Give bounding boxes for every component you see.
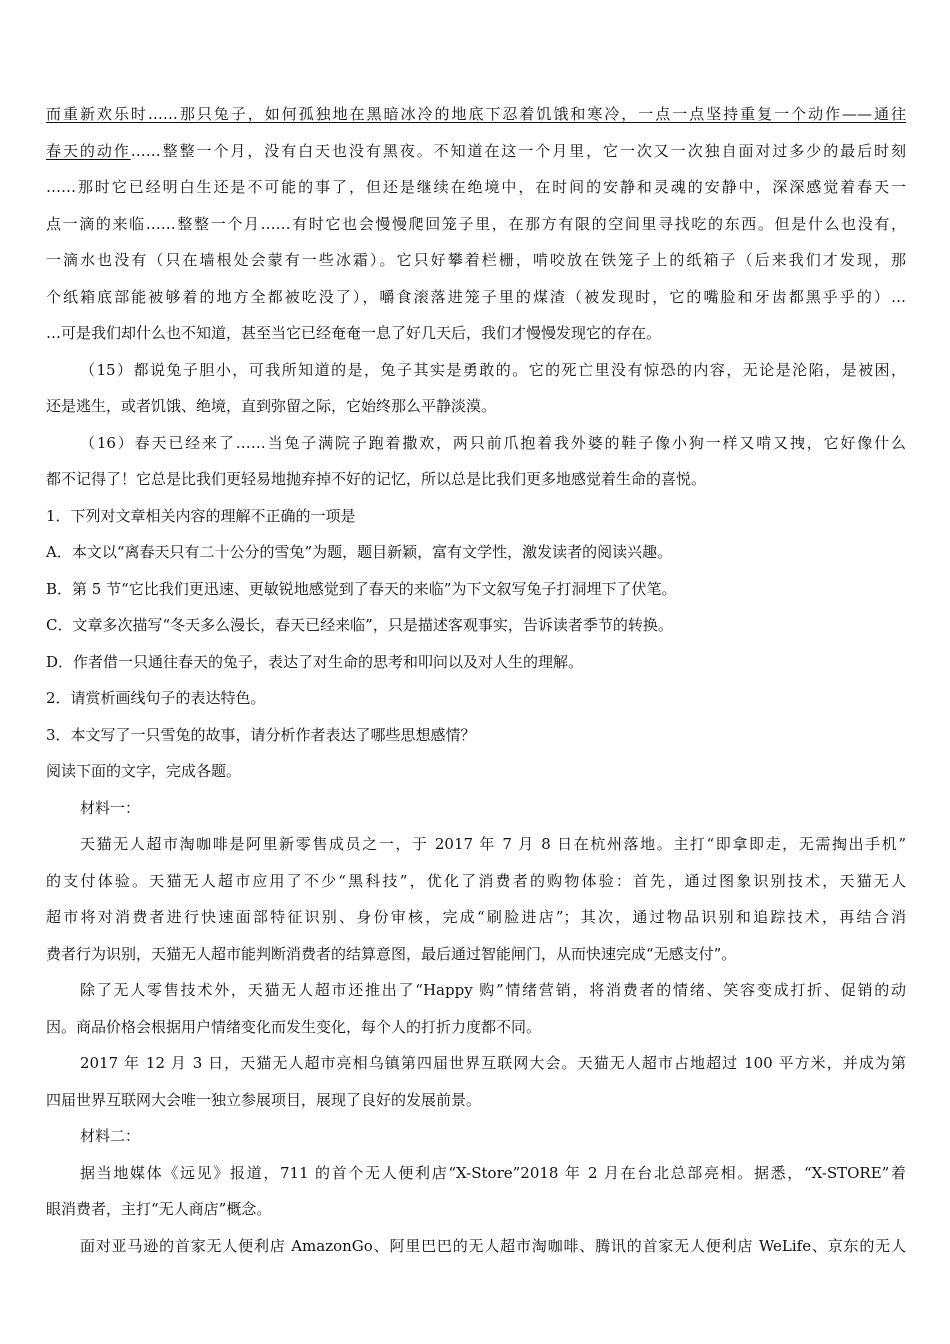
material-1-line: 除了无人零售技术外，天猫无人超市还推出了“Happy 购”情绪营销，将消费者的情绪、笑容变成打折、促销的动 xyxy=(80,981,906,999)
document-page xyxy=(46,96,906,1264)
material-1-line: 因。商品价格会根据用户情绪变化而发生变化，每个人的打折力度都不同。 xyxy=(46,1017,542,1036)
material-1-line: 2017 年 12 月 3 日，天猫无人超市亮相乌镇第四届世界互联网大会。天猫无人超市占地超过 100 平方米，并成为第 xyxy=(80,1054,906,1072)
paragraph-16-line: （16）春天已经来了……当兔子满院子跑着撒欢，两只前爪抱着我外婆的鞋子像小狗一样又啃又拽，它好像什么 xyxy=(80,433,906,452)
material-1-line: 费者行为识别，天猫无人超市能判断消费者的结算意图，最后通过智能闸门，从而快速完成“无感支付”。 xyxy=(46,944,737,963)
material-1-line: 四届世界互联网大会唯一独立参展项目，展现了良好的发展前景。 xyxy=(46,1090,482,1109)
passage-line: 个纸箱底部能被够着的地方全都被吃没了），嚼食滚落进笼子里的煤渣（被发现时，它的嘴脸和牙齿都黑乎乎的）… xyxy=(46,287,906,306)
question-1: 1．下列对文章相关内容的理解不正确的一项是 xyxy=(46,506,356,525)
paragraph-15-line: 还是逃生，或者饥饿、绝境，直到弥留之际，它始终那么平静淡漠。 xyxy=(46,397,497,415)
passage-line: …可是我们却什么也不知道，甚至当它已经奄奄一息了好几天后，我们才慢慢发现它的存在。 xyxy=(46,324,662,342)
material-2-title: 材料二： xyxy=(80,1127,141,1145)
question-2: 2．请赏析画线句子的表达特色。 xyxy=(46,689,266,707)
material-2-line: 面对亚马逊的首家无人便利店 AmazonGo、阿里巴巴的无人超市淘咖啡、腾讯的首家无人便利店 WeLife、京东的无人 xyxy=(80,1236,906,1255)
underlined-sentence: 而重新欢乐时……那只兔子，如何孤独地在黑暗冰冷的地底下忍着饥饿和寒冷，一点一点坚持重复一个动作——通往 xyxy=(46,105,906,123)
option-d: D．作者借一只通往春天的兔子，表达了对生命的思考和叩问以及对人生的理解。 xyxy=(46,652,584,671)
passage-text: ……整整一个月，没有白天也没有黑夜。不知道在这一个月里，它一次又一次独自面对过多少的最后时刻 xyxy=(130,141,906,160)
material-2-line: 据当地媒体《远见》报道，711 的首个无人便利店“X-Store”2018 年 2 月在台北总部亮相。据悉，“X-STORE”着 xyxy=(80,1163,906,1182)
question-3: 3．本文写了一只雪兔的故事，请分析作者表达了哪些思想感情？ xyxy=(46,725,476,744)
underlined-sentence-end: 春天的动作 xyxy=(46,141,131,160)
material-1-line: 超市将对消费者进行快速面部特征识别、身份审核，完成“刷脸进店”；其次，通过物品识别和追踪技术，再结合消 xyxy=(46,908,906,926)
option-c: C．文章多次描写“冬天多么漫长，春天已经来临”，只是描述客观事实，告诉读者季节的转换。 xyxy=(46,616,673,634)
material-2-line: 眼消费者，主打“无人商店”概念。 xyxy=(46,1200,272,1218)
passage-line: ……那时它已经明白生还是不可能的事了，但还是继续在绝境中，在时间的安静和灵魂的安静中，深深感觉着春天一 xyxy=(46,178,906,196)
paragraph-16-line: 都不记得了！它总是比我们更轻易地抛弃掉不好的记忆，所以总是比我们更多地感觉着生命的喜悦。 xyxy=(46,470,707,488)
passage-line: 点一滴的来临……整整一个月……有时它也会慢慢爬回笼子里，在那方有限的空间里寻找吃的东西。但是什么也没有， xyxy=(46,214,906,233)
material-1-line: 的支付体验。天猫无人超市应用了不少“黑科技”，优化了消费者的购物体验：首先，通过图象识别技术，天猫无人 xyxy=(46,871,906,890)
passage-line: 一滴水也没有（只在墙根处会蒙有一些冰霜）。它只好攀着栏栅，啃咬放在铁笼子上的纸箱子（后来我们才发现，那 xyxy=(46,251,906,269)
passage-line xyxy=(46,96,906,133)
option-b: B．第 5 节“它比我们更迅速、更敏锐地感觉到了春天的来临”为下文叙写兔子打洞埋下了伏笔。 xyxy=(46,579,677,598)
option-a: A．本文以“离春天只有二十公分的雪兔”为题，题目新颖，富有文学性，激发读者的阅读兴趣。 xyxy=(46,543,673,561)
passage-line xyxy=(46,133,906,170)
paragraph-15-line: （15）都说兔子胆小，可我所知道的是，兔子其实是勇敢的。它的死亡里没有惊恐的内容，无论是沦陷，是被困， xyxy=(80,360,906,379)
material-1-line: 天猫无人超市淘咖啡是阿里新零售成员之一，于 2017 年 7 月 8 日在杭州落地。主打“即拿即走，无需掏出手机” xyxy=(80,835,906,853)
material-1-title: 材料一： xyxy=(80,798,141,817)
section-instruction: 阅读下面的文字，完成各题。 xyxy=(46,762,242,780)
